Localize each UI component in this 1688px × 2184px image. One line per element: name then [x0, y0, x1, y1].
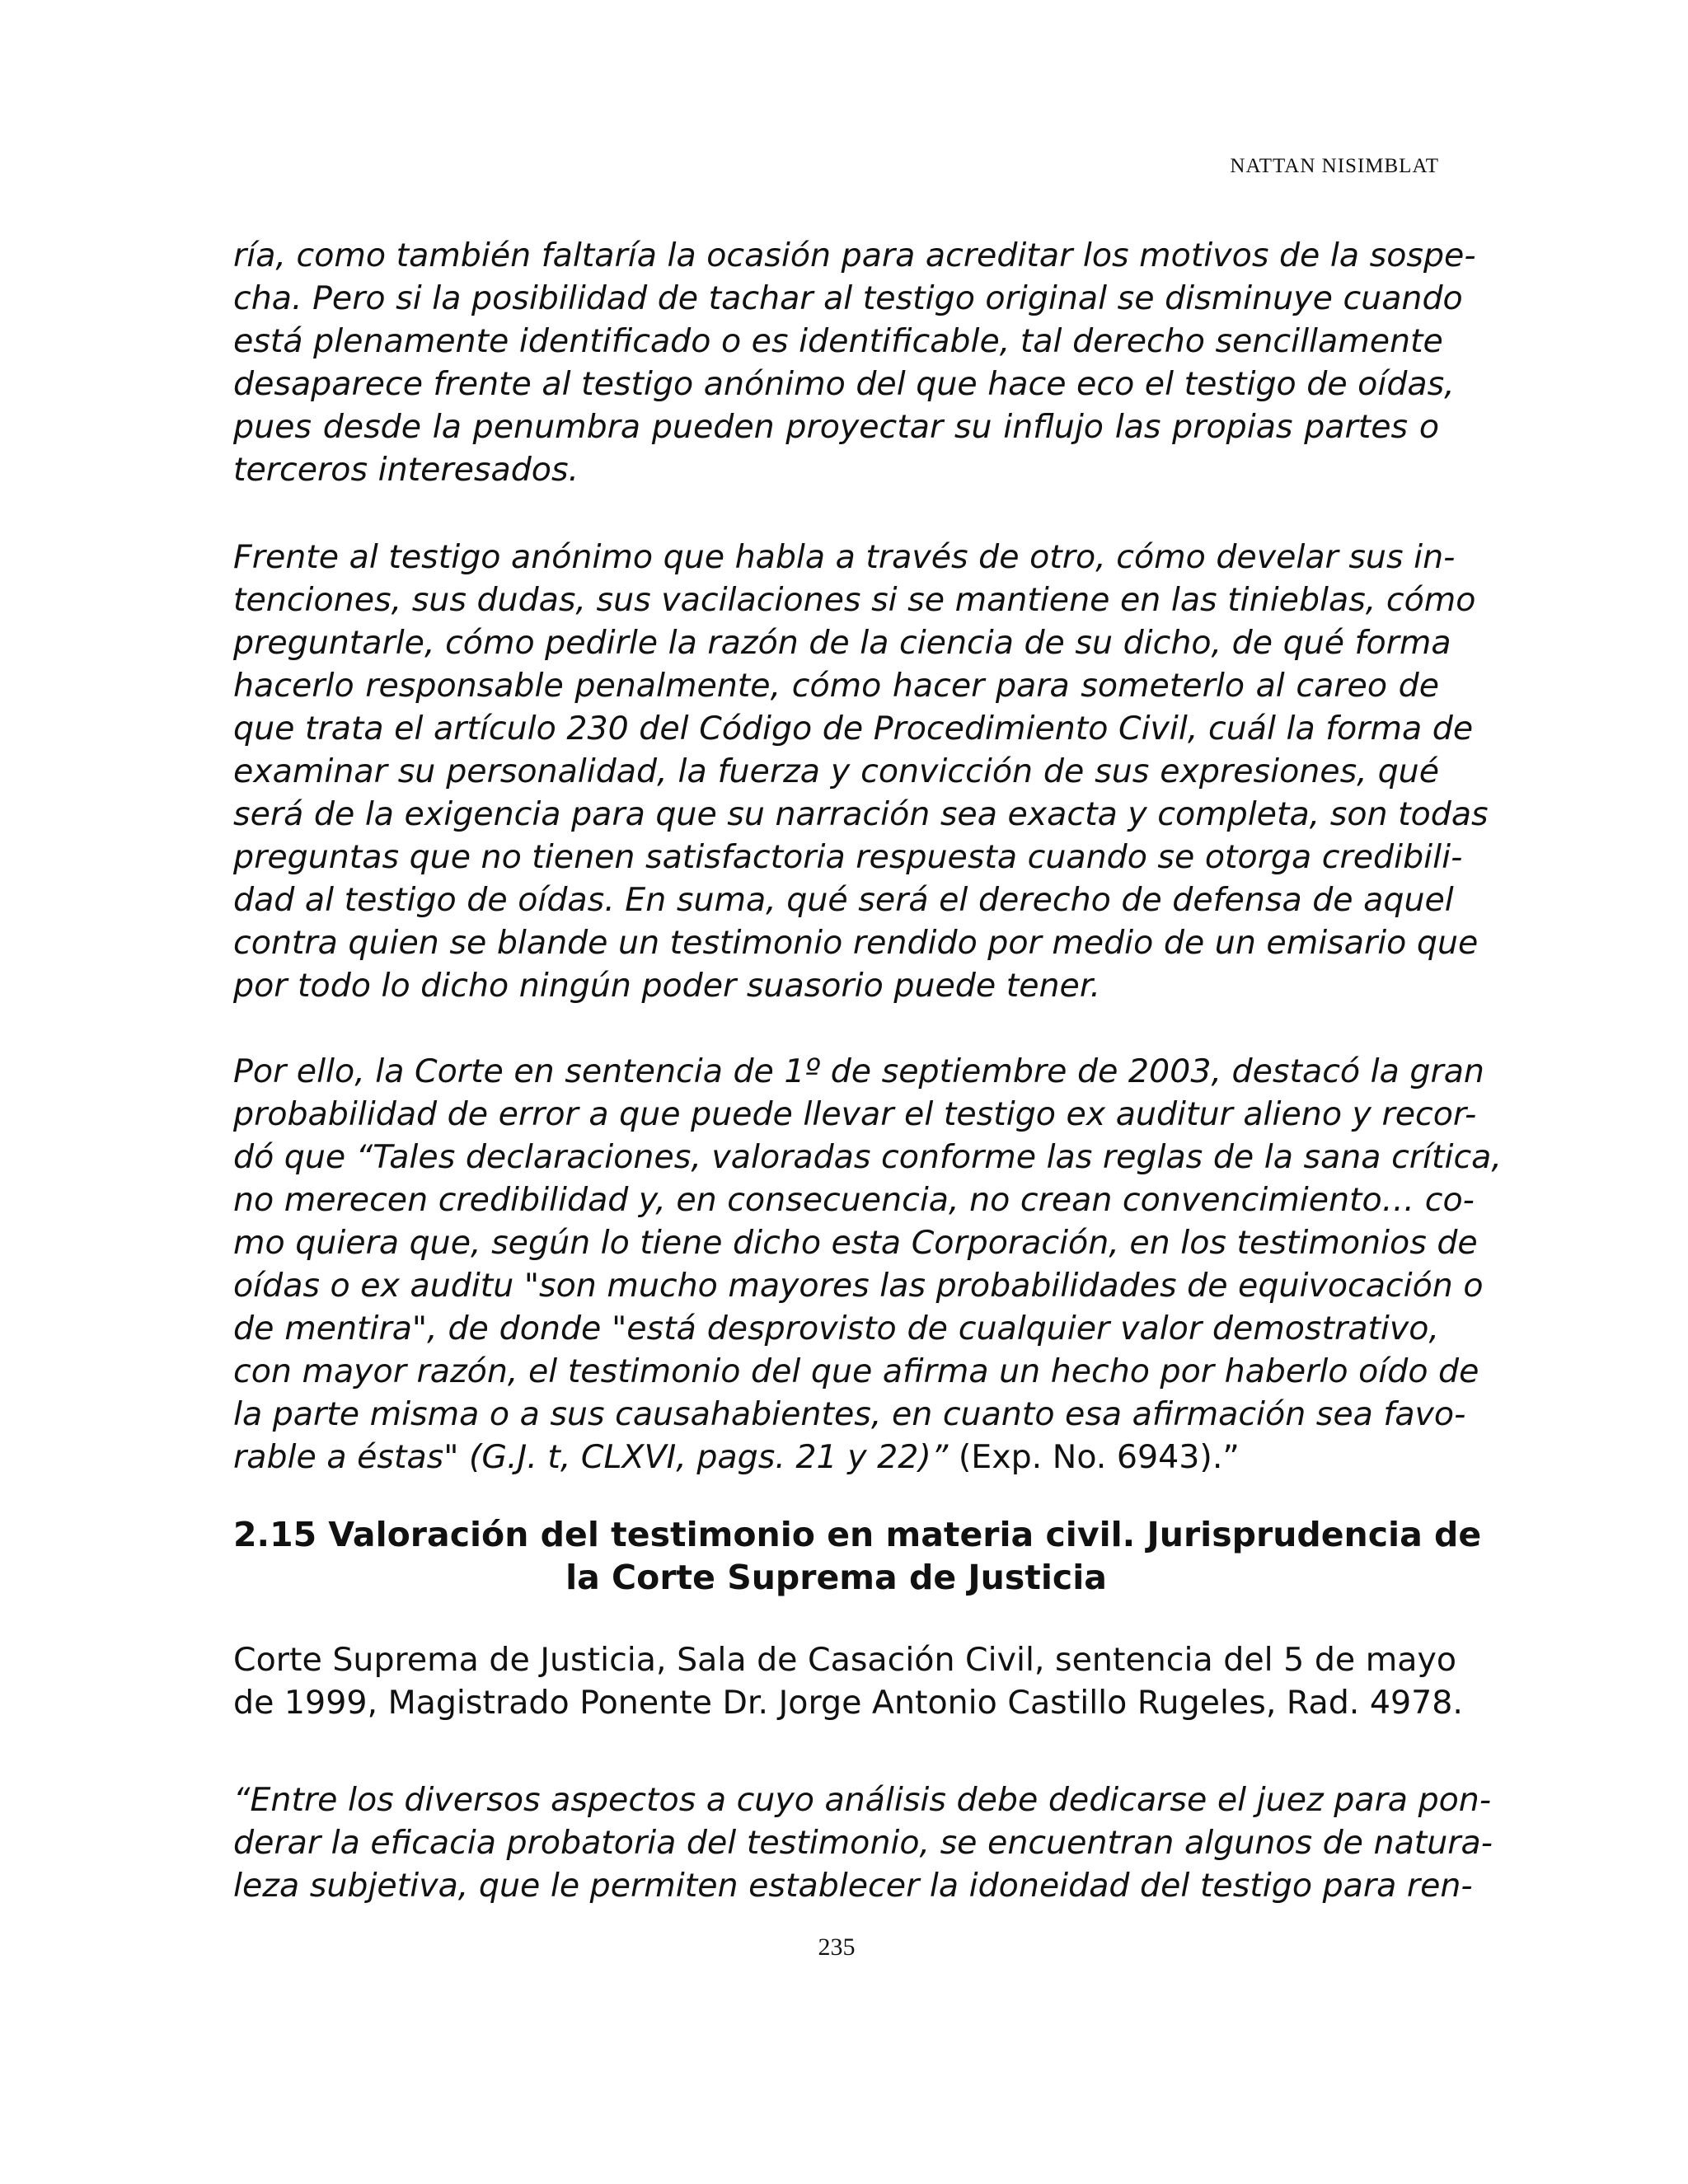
section-heading-line: la Corte Suprema de Justicia — [565, 1558, 1107, 1597]
paragraph-1 — [233, 234, 1476, 491]
paragraph-line: Frente al testigo anónimo que habla a través de otro, cómo develar sus in- — [233, 538, 1456, 576]
running-header-author: NATTAN NISIMBLAT — [1230, 155, 1439, 177]
paragraph-line: dó que “Tales declaraciones, valoradas conforme las reglas de la sana crítica, — [233, 1138, 1502, 1176]
paragraph-line: de mentira", de donde "está desprovisto de cualquier valor demostrativo, — [233, 1310, 1439, 1347]
paragraph-line: por todo lo dicho ningún poder suasorio puede tener. — [233, 967, 1100, 1005]
page-number: 235 — [818, 1933, 856, 1961]
paragraph-line-final — [233, 1436, 1439, 1479]
citation-paragraph — [233, 1638, 1463, 1724]
quote-line: “Entre los diversos aspectos a cuyo análisis debe dedicarse el juez para pon- — [233, 1781, 1492, 1819]
section-heading — [233, 1513, 1482, 1599]
quote-paragraph — [233, 1779, 1493, 1907]
paragraph-line: con mayor razón, el testimonio del que afirma un hecho por haberlo oído de — [233, 1352, 1479, 1390]
section-heading-line: 2.15 Valoración del testimonio en materia civil. Jurisprudencia de — [233, 1515, 1482, 1554]
paragraph-3 — [233, 1050, 1502, 1479]
paragraph-line: está plenamente identificado o es identificable, tal derecho sencillamente — [233, 322, 1443, 360]
paragraph-line: cha. Pero si la posibilidad de tachar al testigo original se disminuye cuando — [233, 279, 1463, 317]
paragraph-line: que trata el artículo 230 del Código de Procedimiento Civil, cuál la forma de — [233, 710, 1474, 748]
paragraph-line: no merecen credibilidad y, en consecuencia, no crean convencimiento… co- — [233, 1181, 1475, 1219]
citation-line: Corte Suprema de Justicia, Sala de Casación Civil, sentencia del 5 de mayo — [233, 1641, 1456, 1679]
paragraph-2 — [233, 536, 1489, 1007]
paragraph-line: será de la exigencia para que su narración sea exacta y completa, son todas — [233, 795, 1489, 833]
paragraph-line: examinar su personalidad, la fuerza y convicción de sus expresiones, qué — [233, 752, 1439, 790]
paragraph-line: ría, como también faltaría la ocasión para acreditar los motivos de la sospe- — [233, 237, 1476, 274]
paragraph-line: desaparece frente al testigo anónimo del que hace eco el testigo de oídas, — [233, 365, 1455, 403]
paragraph-line: tenciones, sus dudas, sus vacilaciones si se mantiene en las tinieblas, cómo — [233, 581, 1476, 619]
paragraph-line: terceros interesados. — [233, 451, 579, 489]
paragraph-line: hacerlo responsable penalmente, cómo hacer para someterlo al careo de — [233, 667, 1439, 705]
paragraph-line: probabilidad de error a que puede llevar el testigo ex auditur alieno y recor- — [233, 1095, 1477, 1133]
paragraph-line: mo quiera que, según lo tiene dicho esta Corporación, en los testimonios de — [233, 1224, 1478, 1262]
paragraph-line: oídas o ex auditu "son mucho mayores las probabilidades de equivocación o — [233, 1267, 1484, 1305]
case-file-reference: (Exp. No. 6943).” — [958, 1438, 1240, 1476]
paragraph-line: dad al testigo de oídas. En suma, qué será el derecho de defensa de aquel — [233, 881, 1454, 919]
paragraph-line: preguntas que no tienen satisfactoria respuesta cuando se otorga credibili- — [233, 838, 1463, 876]
paragraph-line: la parte misma o a sus causahabientes, en cuanto esa afirmación sea favo- — [233, 1395, 1466, 1433]
quote-reference-italic: rable a éstas" (G.J. t, CLXVI, pags. 21 y 22)” — [233, 1438, 959, 1476]
quote-line: derar la eficacia probatoria del testimonio, se encuentran algunos de natura- — [233, 1824, 1493, 1862]
paragraph-line: preguntarle, cómo pedirle la razón de la ciencia de su dicho, de qué forma — [233, 624, 1451, 662]
paragraph-line: pues desde la penumbra pueden proyectar su influjo las propias partes o — [233, 408, 1439, 446]
citation-line: de 1999, Magistrado Ponente Dr. Jorge Antonio Castillo Rugeles, Rad. 4978. — [233, 1684, 1463, 1722]
paragraph-line: Por ello, la Corte en sentencia de 1º de septiembre de 2003, destacó la gran — [233, 1052, 1484, 1090]
quote-line: leza subjetiva, que le permiten establecer la idoneidad del testigo para ren- — [233, 1867, 1473, 1905]
paragraph-line: contra quien se blande un testimonio rendido por medio de un emisario que — [233, 924, 1479, 962]
